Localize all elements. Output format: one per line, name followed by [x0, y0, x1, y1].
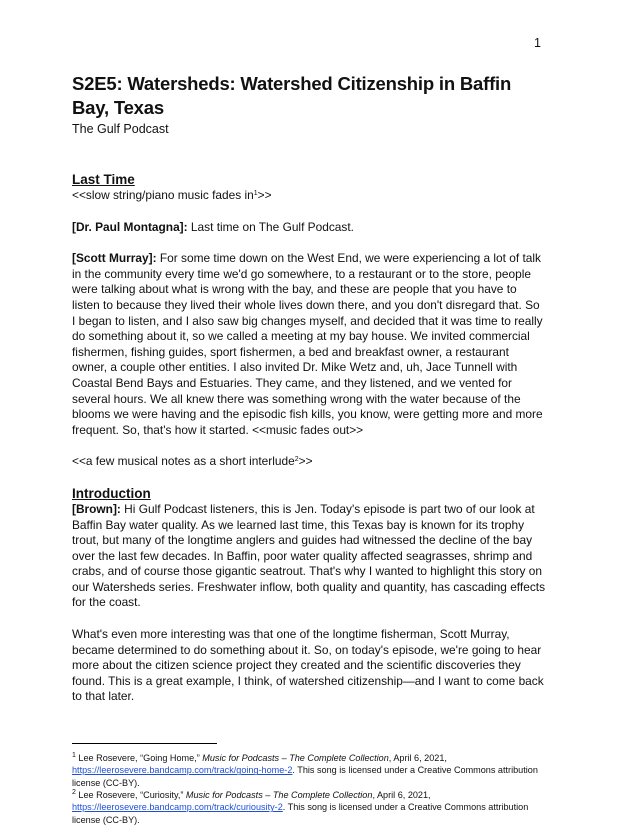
footnote-link[interactable]: https://leerosevere.bandcamp.com/track/curiousity-2 — [72, 802, 283, 813]
footnote-citation: Lee Rosevere, “Curiosity,” — [75, 789, 186, 800]
stage-direction-close: >> — [298, 454, 313, 469]
footnote-album-title: Music for Podcasts – The Complete Collection — [202, 753, 389, 764]
stage-direction-text: <<a few musical notes as a short interlude — [72, 454, 295, 469]
footnote-album-title: Music for Podcasts – The Complete Collection — [185, 789, 373, 800]
footnote-link[interactable]: https://leerosevere.bandcamp.com/track/going-home-2 — [72, 765, 293, 776]
footnote-ref-2: 2 — [294, 456, 299, 464]
speaker-label: [Scott Murray]: — [72, 251, 157, 266]
section-heading-introduction: Introduction — [72, 485, 151, 501]
footnote-ref-1: 1 — [253, 190, 258, 197]
stage-direction-interlude — [72, 454, 546, 470]
page-number: 1 — [534, 36, 541, 50]
transcript-paragraph — [72, 251, 546, 438]
footnote-date: , April 6, 2021, — [388, 753, 447, 764]
footnote-license: . This song is licensed under a Creative Commons attribution license (CC-BY). — [72, 802, 529, 825]
footnote-2 — [72, 789, 546, 826]
footnote-number: 2 — [72, 788, 76, 796]
footnote-1 — [72, 752, 546, 789]
speaker-label: [Dr. Paul Montagna]: — [72, 219, 188, 234]
stage-direction-music-in — [72, 188, 546, 204]
stage-direction-text: <<slow string/piano music fades in — [72, 188, 254, 202]
transcript-paragraph: What's even more interesting was that one of the longtime fisherman, Scott Murray, became determined to do something about it. So, on today's episode, we're going to hear more about the citizen science project they created and the scientific discoveries they found. This is a great example, I think, of watershed citizenship—and I want to come back to that later. — [72, 627, 544, 704]
footnote-citation: Lee Rosevere, “Going Home,” — [75, 753, 203, 764]
transcript-paragraph — [72, 502, 546, 611]
paragraph-text: Hi Gulf Podcast listeners, this is Jen. Today's episode is part two of our look at Baffin Bay water quality. As we learned last time, this Texas bay is known for its trophy trout, but many of the longtime anglers and guides had witnessed the decline of the bay over the last few decades. In Baffin, poor water quality affected seagrasses, shrimp and crabs, and of course those gigantic seatrout. That's why I wanted to highlight this story on our Watersheds series. Freshwater inflow, both quality and quantity, has cascading effects for the coast. — [72, 501, 546, 610]
stage-direction-close: >> — [257, 188, 272, 202]
page-content — [72, 72, 546, 826]
speaker-label: [Brown]: — [72, 501, 121, 516]
episode-title: S2E5: Watersheds: Watershed Citizenship in Baffin Bay, Texas — [72, 73, 512, 118]
paragraph-text: For some time down on the West End, we were experiencing a lot of talk in the community every time we'd go somewhere, to a restaurant or to the store, people were talking about what is wrong with the bay, and these are people that you have to listen to because they lived their whole lives down there, and you don't disregard that. So I began to listen, and I also saw big changes myself, and decided that it was time to really do something about it, so we called a meeting at my bay house. We invited commercial fishermen, fishing guides, sport fishermen, a bed and breakfast owner, a restaurant owner, a couple other entities. I also invited Dr. Mike Wetz and, uh, Jace Tunnell with Coastal Bend Bays and Estuaries. They came, and they listened, and we vented for several hours. We all knew there was something wrong with the water because of the blooms we were having and the episodic fish kills, you know, were getting more and more frequent. So, that's how it started. <<music fades out>> — [72, 251, 543, 437]
transcript-paragraph — [72, 220, 546, 236]
section-heading-last-time: Last Time — [72, 172, 135, 187]
footnote-number: 1 — [72, 752, 76, 760]
footnote-license: . This song is licensed under a Creative Commons attribution license (CC-BY). — [72, 765, 538, 788]
podcast-name: The Gulf Podcast — [72, 122, 169, 136]
footnote-divider — [72, 743, 217, 744]
paragraph-text: Last time on The Gulf Podcast. — [187, 219, 354, 234]
footnote-date: , April 6, 2021, — [372, 789, 431, 800]
